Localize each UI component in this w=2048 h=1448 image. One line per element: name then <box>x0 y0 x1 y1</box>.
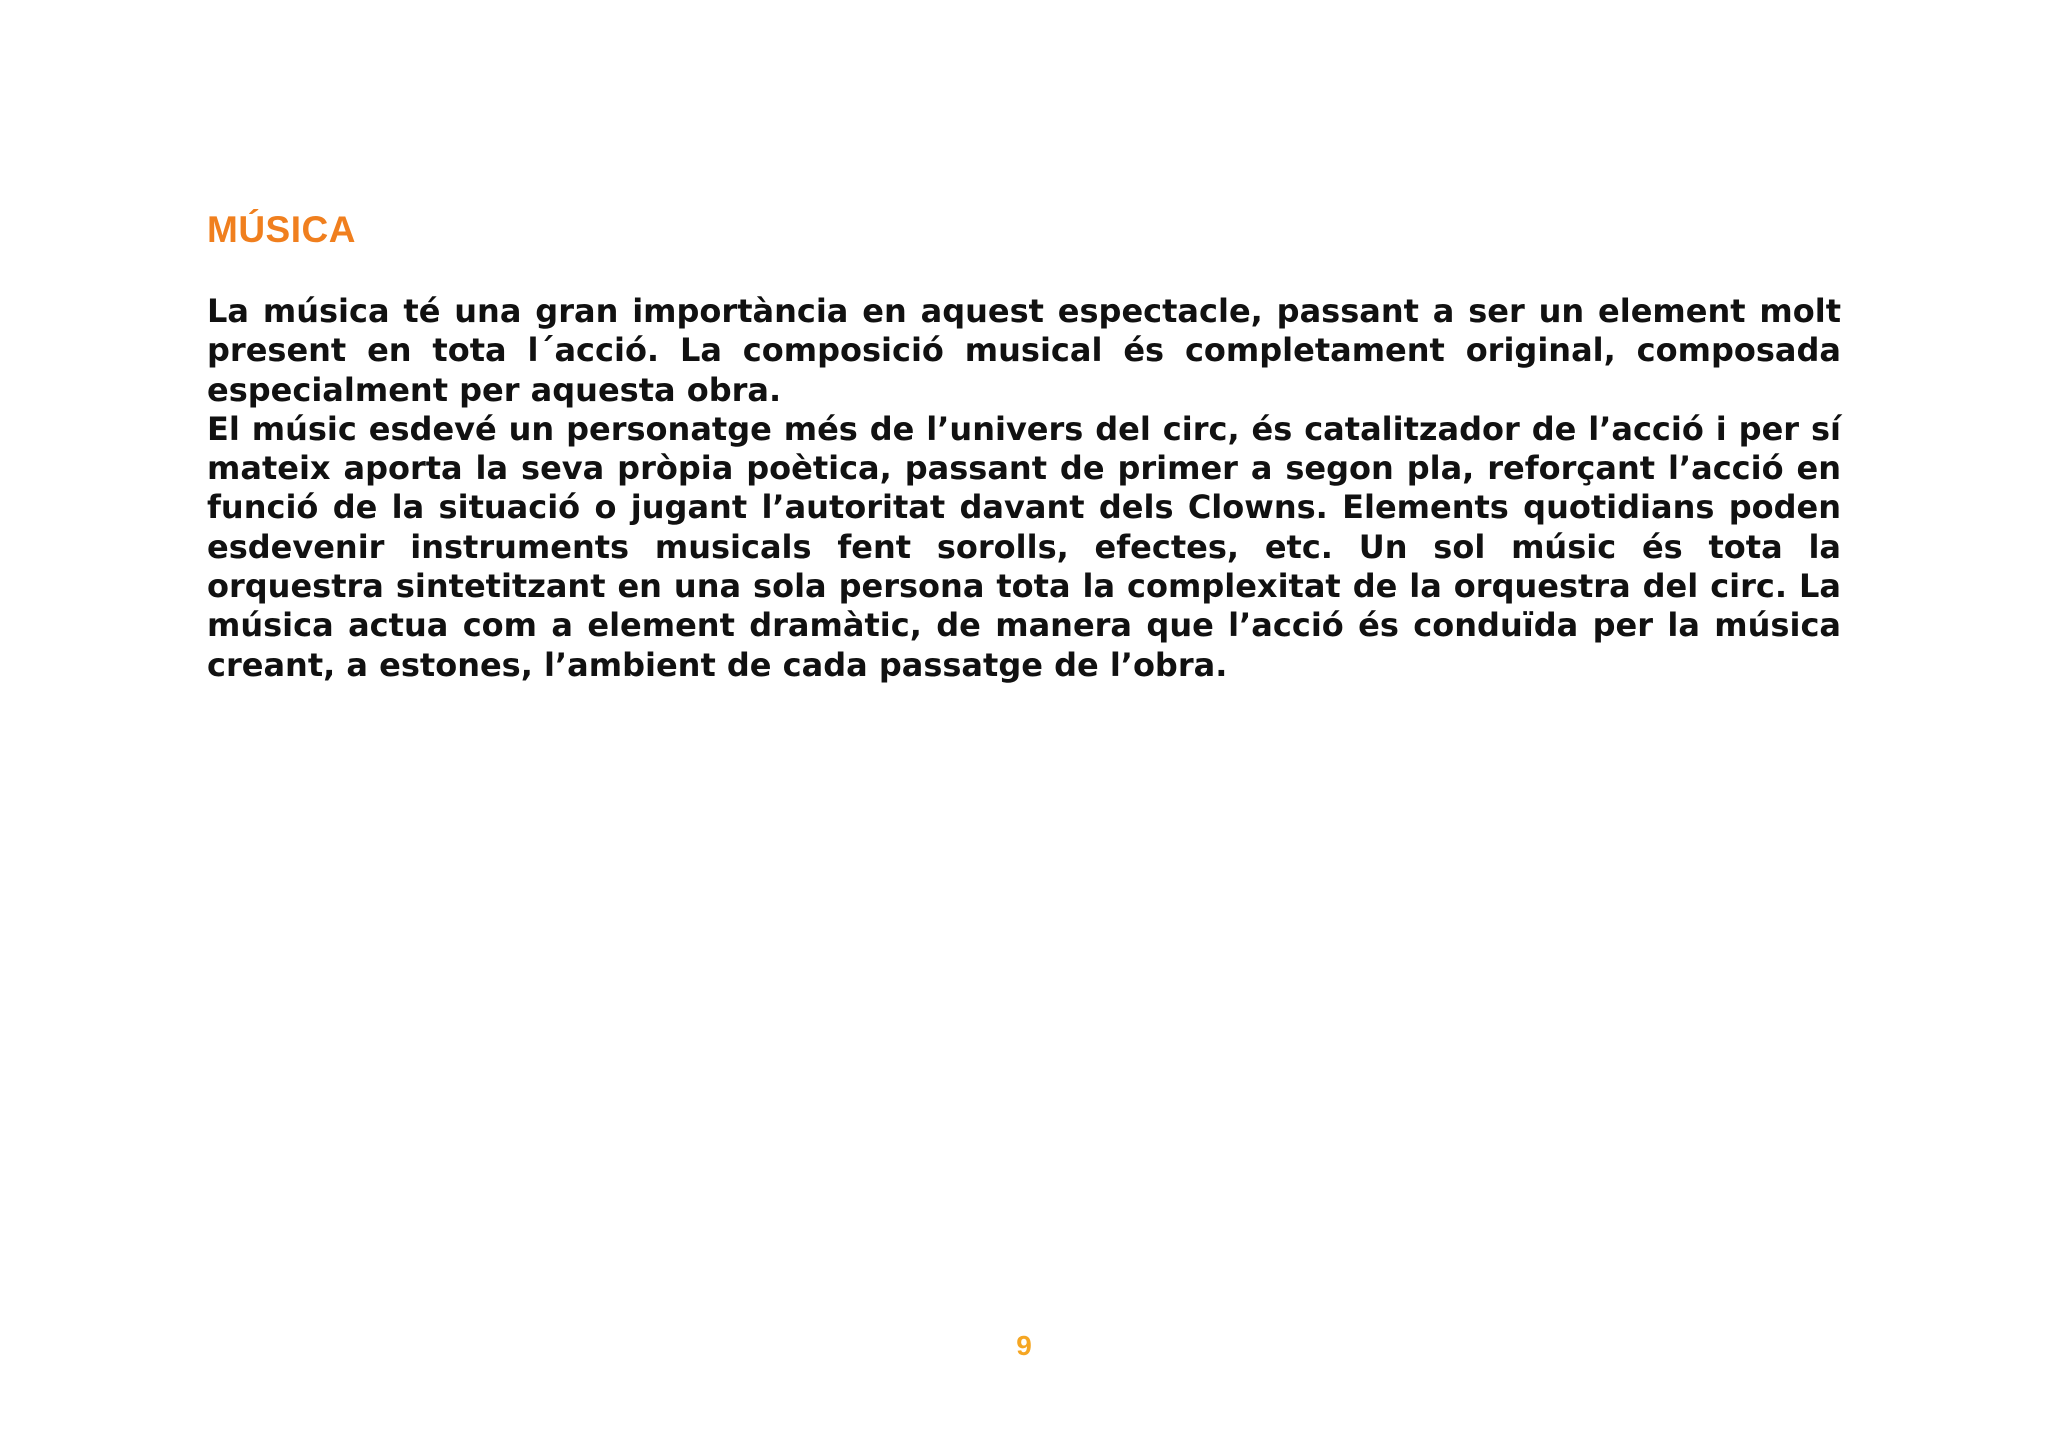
paragraph: El músic esdevé un personatge més de l’univers del circ, és catalitzador de l’acció i per sí mateix aporta la seva pròpia poètica, passant de primer a segon pla, reforçant l’acció en funció de la situació o jugant l’autoritat davant dels Clowns. Elements quotidians poden esdevenir instruments musicals fent sorolls, efectes, etc. Un sol músic és tota la orquestra sintetitzant en una sola persona tota la complexitat de la orquestra del circ. La música actua com a element dramàtic, de manera que l’acció és conduïda per la música creant, a estones, l’ambient de cada passatge de l’obra. <box>207 409 1841 684</box>
section-heading: MÚSICA <box>207 209 356 250</box>
paragraph: La música té una gran importància en aquest espectacle, passant a ser un element molt present en tota l´acció. La composició musical és completament original, composada especialment per aquesta obra. <box>207 292 1841 409</box>
page-number: 9 <box>1016 1330 1032 1361</box>
body-text <box>207 292 1841 685</box>
